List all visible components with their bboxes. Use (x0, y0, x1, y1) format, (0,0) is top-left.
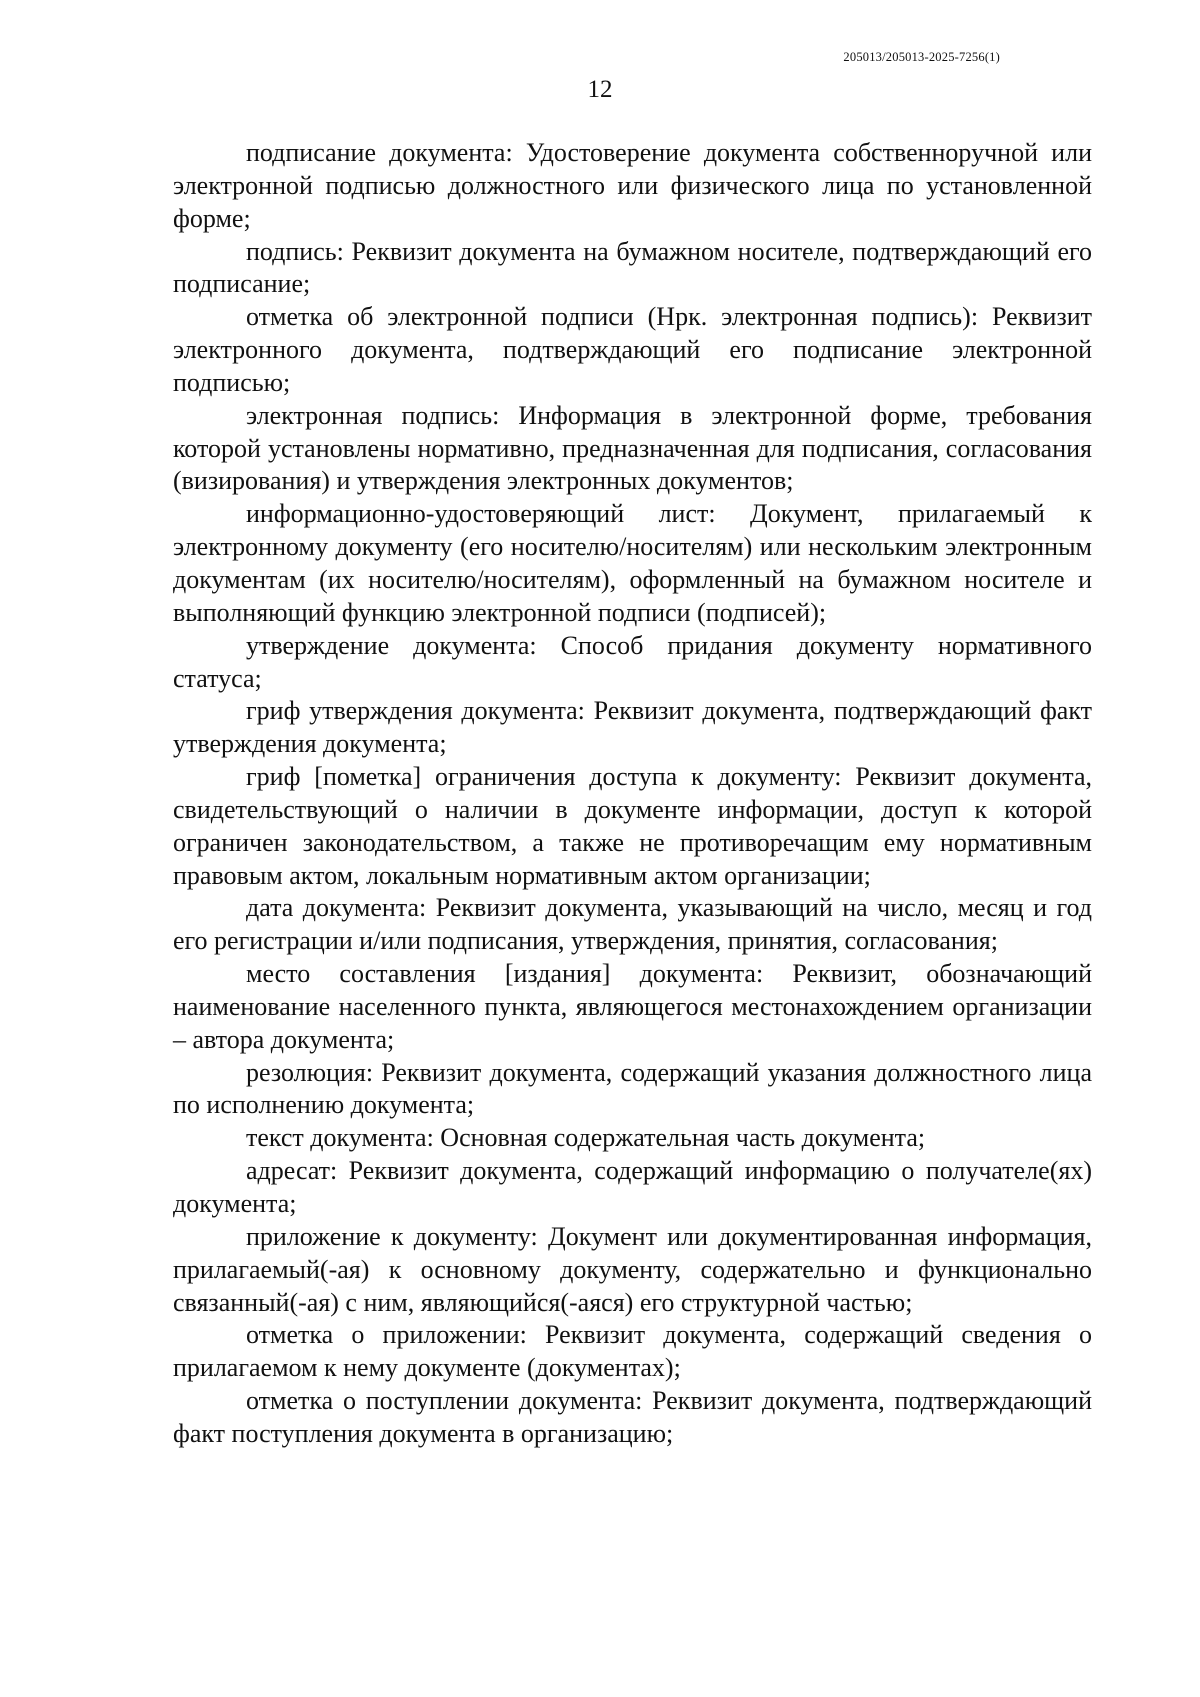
term-definition-paragraph: приложение к документу: Документ или документированная информация, прилагаемый(-ая) к основному документу, содержательно и функционально связанный(-ая) с ним, являющийся(-аяся) его структурной частью; (173, 1221, 1092, 1317)
term-definition-paragraph: подпись: Реквизит документа на бумажном носителе, подтверждающий его подписание; (173, 236, 1092, 299)
term-definition-paragraph: информационно-удостоверяющий лист: Документ, прилагаемый к электронному документу (его носителю/носителям) или нескольким электронным документам (их носителю/носителям), оформленный на бумажном носителе и выполняющий функцию электронной подписи (подписей); (173, 499, 1092, 627)
term-definition-paragraph: резолюция: Реквизит документа, содержащий указания должностного лица по исполнению документа; (173, 1057, 1092, 1120)
term-definition-paragraph: адресат: Реквизит документа, содержащий информацию о получателе(ях) документа; (173, 1156, 1092, 1218)
page-number: 12 (587, 76, 613, 103)
term-definition-paragraph: дата документа: Реквизит документа, указывающий на число, месяц и год его регистрации и/или подписания, утверждения, принятия, согласования; (173, 893, 1092, 956)
term-definition-paragraph: электронная подпись: Информация в электронной форме, требования которой установлены нормативно, предназначенная для подписания, согласования (визирования) и утверждения электронных документов; (173, 400, 1092, 496)
term-definition-paragraph: гриф утверждения документа: Реквизит документа, подтверждающий факт утверждения документа; (173, 696, 1092, 759)
document-body (173, 137, 1092, 1451)
term-definition-paragraph: гриф [пометка] ограничения доступа к документу: Реквизит документа, свидетельствующий о наличии в документе информации, доступ к которой ограничен законодательством, а также не противоречащим ему нормативным правовым актом, локальным нормативным актом организации; (173, 762, 1092, 890)
document-registration-number: 205013/205013-2025-7256(1) (843, 50, 1000, 64)
term-definition-paragraph: отметка о приложении: Реквизит документа, содержащий сведения о прилагаемом к нему документе (документах); (173, 1320, 1092, 1383)
term-definition-paragraph: утверждение документа: Способ придания документу нормативного статуса; (173, 630, 1092, 693)
term-definition-paragraph: отметка о поступлении документа: Реквизит документа, подтверждающий факт поступления документа в организацию; (173, 1386, 1092, 1448)
term-definition-paragraph: подписание документа: Удостоверение документа собственноручной или электронной подписью должностного или физического лица по установленной форме; (173, 138, 1092, 233)
term-definition-paragraph: отметка об электронной подписи (Нрк. электронная подпись): Реквизит электронного документа, подтверждающий его подписание электронной подписью; (173, 302, 1092, 397)
term-definition-paragraph: место составления [издания] документа: Реквизит, обозначающий наименование населенного пункта, являющегося местонахождением организации – автора документа; (173, 959, 1092, 1054)
term-definition-paragraph: текст документа: Основная содержательная часть документа; (246, 1123, 926, 1153)
